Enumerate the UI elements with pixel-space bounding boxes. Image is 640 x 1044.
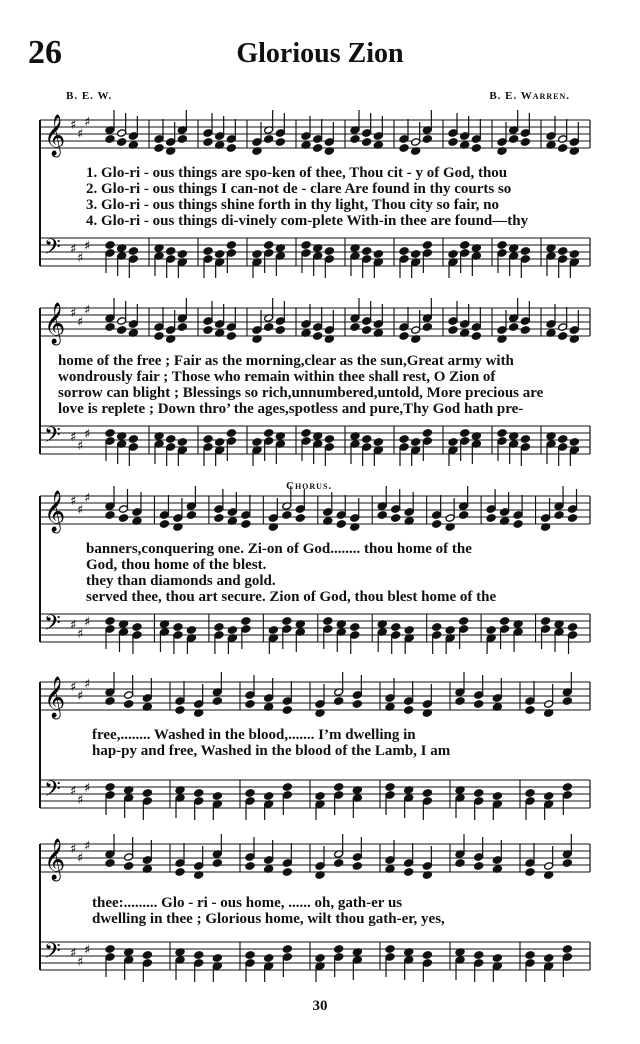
note-head (404, 626, 414, 635)
note-head (324, 247, 334, 256)
sharp-icon: ♯ (70, 680, 77, 695)
note-head (411, 250, 421, 259)
note-head (117, 326, 127, 335)
note-head (520, 326, 530, 335)
note-head (186, 511, 196, 520)
note-head (562, 945, 572, 954)
system-1-lyric-2: 2. Glo-ri - ous things I can-not de - clare Are found in thy courts so (86, 181, 512, 197)
note-head (301, 429, 311, 438)
note-head (226, 332, 236, 341)
note-head (177, 323, 187, 332)
note-head (497, 241, 507, 250)
note-head (497, 429, 507, 438)
bass-staff (40, 238, 590, 278)
note-head (245, 862, 255, 871)
page-number: 30 (312, 998, 328, 1014)
note-head (568, 623, 578, 632)
note-head (177, 135, 187, 144)
sharp-icon: ♯ (84, 491, 91, 506)
note-head (558, 144, 568, 153)
note-head (411, 438, 421, 447)
note-head (525, 706, 535, 715)
note-head (301, 241, 311, 250)
note-head (194, 789, 204, 798)
sharp-icon: ♯ (70, 618, 77, 633)
note-head (509, 323, 519, 332)
note-head (212, 792, 222, 801)
note-head (275, 326, 285, 335)
note-head (226, 241, 236, 250)
note-head (562, 697, 572, 706)
note-head (264, 323, 274, 332)
note-head (399, 247, 409, 256)
note-head (264, 135, 274, 144)
note-head (471, 144, 481, 153)
note-head (177, 438, 187, 447)
note-head (282, 945, 292, 954)
note-head (177, 250, 187, 259)
note-head (227, 626, 237, 635)
note-head (173, 623, 183, 632)
bass-clef-icon: 𝄢 (44, 235, 61, 265)
note-head (241, 520, 251, 529)
sharp-icon: ♯ (77, 315, 84, 330)
bass-staff (40, 942, 590, 982)
system-1-lyric-3: 3. Glo-ri - ous things shine forth in thy light, Thou city so fair, no (86, 197, 499, 213)
note-head (226, 429, 236, 438)
note-head (264, 429, 274, 438)
note-head (334, 697, 344, 706)
note-head (128, 435, 138, 444)
note-head (105, 945, 115, 954)
note-head (154, 144, 164, 153)
bass-clef-icon: 𝄢 (44, 777, 61, 807)
note-head (554, 511, 564, 520)
note-head (448, 326, 458, 335)
note-head (422, 135, 432, 144)
note-head (154, 332, 164, 341)
note-head (558, 247, 568, 256)
note-head (492, 792, 502, 801)
note-head (520, 247, 530, 256)
treble-staff (40, 486, 590, 531)
sharp-icon: ♯ (77, 793, 84, 808)
note-head (460, 429, 470, 438)
sharp-icon: ♯ (70, 118, 77, 133)
treble-staff (40, 298, 590, 343)
note-head (186, 626, 196, 635)
bass-clef-icon: 𝄢 (44, 423, 61, 453)
note-head (455, 859, 465, 868)
note-head (558, 435, 568, 444)
note-head (282, 706, 292, 715)
note-head (241, 617, 251, 626)
note-head (448, 250, 458, 259)
note-head (350, 135, 360, 144)
sharp-icon: ♯ (77, 955, 84, 970)
bass-staff (40, 614, 590, 654)
note-head (399, 435, 409, 444)
note-head (352, 700, 362, 709)
note-head (119, 514, 129, 523)
note-head (166, 247, 176, 256)
note-head (264, 241, 274, 250)
note-head (362, 435, 372, 444)
sharp-icon: ♯ (84, 943, 91, 958)
bass-staff (40, 426, 590, 466)
note-head (212, 859, 222, 868)
note-head (544, 954, 554, 963)
sharp-icon: ♯ (70, 242, 77, 257)
note-head (520, 138, 530, 147)
system-2-lyric-2: wondrously fair ; Those who remain within thee shall rest, O Zion of (58, 369, 496, 385)
note-head (252, 438, 262, 447)
sharp-icon: ♯ (70, 430, 77, 445)
note-head (323, 617, 333, 626)
note-head (105, 323, 115, 332)
note-head (569, 250, 579, 259)
note-head (295, 514, 305, 523)
note-head (245, 951, 255, 960)
note-head (203, 435, 213, 444)
note-head (105, 859, 115, 868)
system-3-lyric-3: they than diamonds and gold. (86, 573, 276, 589)
note-head (569, 438, 579, 447)
chorus-label: Chorus. (286, 480, 333, 492)
note-head (159, 520, 169, 529)
note-head (282, 868, 292, 877)
note-head (194, 951, 204, 960)
note-head (275, 138, 285, 147)
treble-clef-icon: 𝄞 (44, 491, 66, 532)
bass-clef-icon: 𝄢 (44, 939, 61, 969)
note-head (474, 789, 484, 798)
note-head (282, 783, 292, 792)
bass-staff (40, 780, 590, 820)
note-head (105, 617, 115, 626)
note-head (373, 438, 383, 447)
note-head (105, 697, 115, 706)
system-1-lyric-4: 4. Glo-ri - ous things di-vinely com-plete With-in thee are found—thy (86, 213, 529, 229)
note-head (105, 783, 115, 792)
note-head (377, 511, 387, 520)
note-head (471, 332, 481, 341)
sharp-icon: ♯ (77, 851, 84, 866)
sharp-icon: ♯ (84, 781, 91, 796)
system-2-lyric-1: home of the free ; Fair as the morning,clear as the sun,Great army with (58, 353, 514, 369)
note-head (142, 789, 152, 798)
note-head (500, 617, 510, 626)
note-head (404, 706, 414, 715)
note-head (474, 951, 484, 960)
sharp-icon: ♯ (77, 503, 84, 518)
treble-clef-icon: 𝄞 (44, 115, 66, 156)
note-head (313, 332, 323, 341)
note-head (203, 138, 213, 147)
note-head (105, 241, 115, 250)
note-head (124, 862, 134, 871)
note-head (215, 438, 225, 447)
sharp-icon: ♯ (84, 303, 91, 318)
note-head (373, 250, 383, 259)
bass-clef-icon: 𝄢 (44, 611, 61, 641)
note-head (264, 792, 274, 801)
note-head (432, 520, 442, 529)
note-head (474, 700, 484, 709)
note-head (105, 429, 115, 438)
note-head (282, 617, 292, 626)
note-head (313, 144, 323, 153)
note-head (203, 326, 213, 335)
note-head (513, 520, 523, 529)
sharp-icon: ♯ (70, 306, 77, 321)
system-4-lyric-2: hap-py and free, Washed in the blood of the Lamb, I am (92, 743, 451, 759)
note-head (422, 789, 432, 798)
note-head (203, 247, 213, 256)
sharp-icon: ♯ (77, 127, 84, 142)
note-head (214, 623, 224, 632)
note-head (264, 954, 274, 963)
system-3-lyric-1: banners,conquering one. Zi-on of God........ thou home of the (86, 541, 472, 557)
treble-staff (40, 834, 590, 879)
note-head (525, 868, 535, 877)
note-head (525, 951, 535, 960)
note-head (492, 954, 502, 963)
treble-clef-icon: 𝄞 (44, 303, 66, 344)
note-head (214, 514, 224, 523)
note-head (455, 697, 465, 706)
words-credit: B. E. W. (66, 90, 113, 102)
note-head (422, 241, 432, 250)
sharp-icon: ♯ (84, 115, 91, 130)
note-head (385, 945, 395, 954)
note-head (105, 135, 115, 144)
note-head (132, 623, 142, 632)
note-head (105, 511, 115, 520)
sharp-icon: ♯ (84, 677, 91, 692)
note-head (175, 868, 185, 877)
note-head (350, 623, 360, 632)
note-head (562, 859, 572, 868)
sharp-icon: ♯ (70, 842, 77, 857)
sharp-icon: ♯ (70, 494, 77, 509)
note-head (544, 792, 554, 801)
note-head (252, 250, 262, 259)
note-head (474, 862, 484, 871)
note-head (175, 706, 185, 715)
note-head (558, 332, 568, 341)
note-head (315, 954, 325, 963)
note-head (422, 951, 432, 960)
note-head (362, 326, 372, 335)
sharp-icon: ♯ (70, 784, 77, 799)
note-head (352, 862, 362, 871)
note-head (336, 520, 346, 529)
system-5-lyric-2: dwelling in thee ; Glorious home, wilt thou gath-er, yes, (92, 911, 445, 927)
note-head (324, 435, 334, 444)
note-head (385, 783, 395, 792)
note-head (422, 323, 432, 332)
note-head (404, 868, 414, 877)
system-2-lyric-3: sorrow can blight ; Blessings so rich,unnumbered,untold, More precious are (58, 385, 544, 401)
note-head (334, 945, 344, 954)
note-head (568, 514, 578, 523)
note-head (562, 783, 572, 792)
note-head (226, 144, 236, 153)
note-head (245, 700, 255, 709)
note-head (448, 138, 458, 147)
hymn-title: Glorious Zion (236, 38, 404, 69)
note-head (486, 514, 496, 523)
note-head (486, 626, 496, 635)
note-head (166, 435, 176, 444)
music-credit: B. E. Warren. (489, 90, 570, 102)
note-head (212, 697, 222, 706)
note-head (315, 792, 325, 801)
sharp-icon: ♯ (84, 239, 91, 254)
note-head (128, 247, 138, 256)
note-head (117, 138, 127, 147)
note-head (525, 789, 535, 798)
sharp-icon: ♯ (84, 427, 91, 442)
note-head (362, 247, 372, 256)
note-head (212, 954, 222, 963)
note-head (334, 859, 344, 868)
hymn-number: 26 (28, 34, 62, 71)
note-head (432, 623, 442, 632)
note-head (142, 951, 152, 960)
sharp-icon: ♯ (77, 627, 84, 642)
system-5-lyric-1: thee:......... Glo - ri - ous home, ...... oh, gath-er us (92, 895, 403, 911)
sharp-icon: ♯ (84, 839, 91, 854)
note-head (334, 783, 344, 792)
note-head (520, 435, 530, 444)
system-3-lyric-4: served thee, thou art secure. Zion of God, thou blest home of the (86, 589, 497, 605)
note-head (350, 323, 360, 332)
system-2-lyric-4: love is replete ; Down thro’ the ages,spotless and pure,Thy God hath pre- (58, 401, 524, 417)
system-3-lyric-2: God, thou home of the blest. (86, 557, 267, 573)
system-4-lyric-1: free,........ Washed in the blood,....... I’m dwelling in (92, 727, 416, 743)
note-head (124, 700, 134, 709)
system-1-lyric-1: 1. Glo-ri - ous things are spo-ken of thee, Thou cit - y of God, thou (86, 165, 508, 181)
sharp-icon: ♯ (77, 439, 84, 454)
sharp-icon: ♯ (70, 946, 77, 961)
note-head (459, 617, 469, 626)
note-head (541, 617, 551, 626)
note-head (362, 138, 372, 147)
note-head (460, 241, 470, 250)
treble-clef-icon: 𝄞 (44, 677, 66, 718)
note-head (282, 511, 292, 520)
sharp-icon: ♯ (84, 615, 91, 630)
note-head (399, 332, 409, 341)
treble-staff (40, 110, 590, 155)
sharp-icon: ♯ (77, 251, 84, 266)
note-head (422, 429, 432, 438)
note-head (459, 511, 469, 520)
note-head (391, 514, 401, 523)
note-head (399, 144, 409, 153)
sharp-icon: ♯ (77, 689, 84, 704)
treble-clef-icon: 𝄞 (44, 839, 66, 880)
note-head (448, 438, 458, 447)
note-head (391, 623, 401, 632)
note-head (268, 626, 278, 635)
note-head (215, 250, 225, 259)
note-head (245, 789, 255, 798)
note-head (509, 135, 519, 144)
treble-staff (40, 672, 590, 717)
note-head (445, 626, 455, 635)
